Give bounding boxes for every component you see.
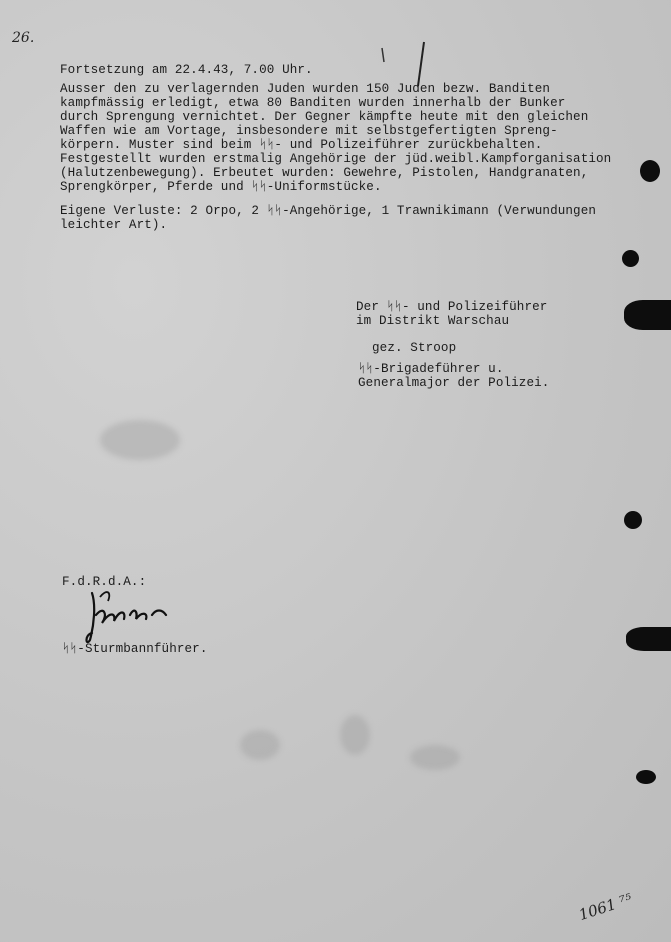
punch-hole — [624, 300, 671, 330]
body-line: durch Sprengung vernichtet. Der Gegner kämpfte heute mit den gleichen — [60, 110, 589, 124]
body-line: Sprengkörper, Pferde und ᛋᛋ-Uniformstücke. — [60, 180, 382, 194]
signature-line1: Der ᛋᛋ- und Polizeiführer — [356, 300, 548, 314]
body-line: Festgestellt wurden erstmalig Angehörige der jüd.weibl.Kampforganisation — [60, 152, 612, 166]
signed-by: gez. Stroop — [372, 341, 457, 355]
stain — [340, 715, 370, 755]
punch-hole — [640, 160, 660, 182]
punch-hole — [636, 770, 656, 784]
certification-rank: ᛋᛋ-Sturmbannführer. — [62, 642, 208, 656]
stain — [240, 730, 280, 760]
losses-line: Eigene Verluste: 2 Orpo, 2 ᛋᛋ-Angehörige, 1 Trawnikimann (Verwundungen — [60, 204, 597, 218]
page-number: 1061 ⁷⁵ — [576, 889, 635, 925]
body-line: Ausser den zu verlagernden Juden wurden 150 Juden bezw. Banditen — [60, 82, 551, 96]
corner-mark: 26. — [12, 30, 35, 46]
certification-label: F.d.R.d.A.: — [62, 575, 147, 589]
body-line: körpern. Muster sind beim ᛋᛋ- und Polizeiführer zurückbehalten. — [60, 138, 543, 152]
body-line: kampfmässig erledigt, etwa 80 Banditen wurden innerhalb der Bunker — [60, 96, 566, 110]
signature-line2: im Distrikt Warschau — [356, 314, 510, 328]
punch-hole — [626, 627, 671, 651]
body-line: Waffen wie am Vortage, insbesondere mit selbstgefertigten Spreng- — [60, 124, 558, 138]
stain — [410, 745, 460, 770]
punch-hole — [622, 250, 639, 267]
punch-hole — [624, 511, 642, 529]
continuation-heading: Fortsetzung am 22.4.43, 7.00 Uhr. — [60, 63, 313, 77]
rank-line2: Generalmajor der Polizei. — [358, 376, 550, 390]
body-line: (Halutzenbewegung). Erbeutet wurden: Gewehre, Pistolen, Handgranaten, — [60, 166, 589, 180]
stain — [100, 420, 180, 460]
losses-line: leichter Art). — [60, 218, 168, 232]
rank-line1: ᛋᛋ-Brigadeführer u. — [358, 362, 504, 376]
